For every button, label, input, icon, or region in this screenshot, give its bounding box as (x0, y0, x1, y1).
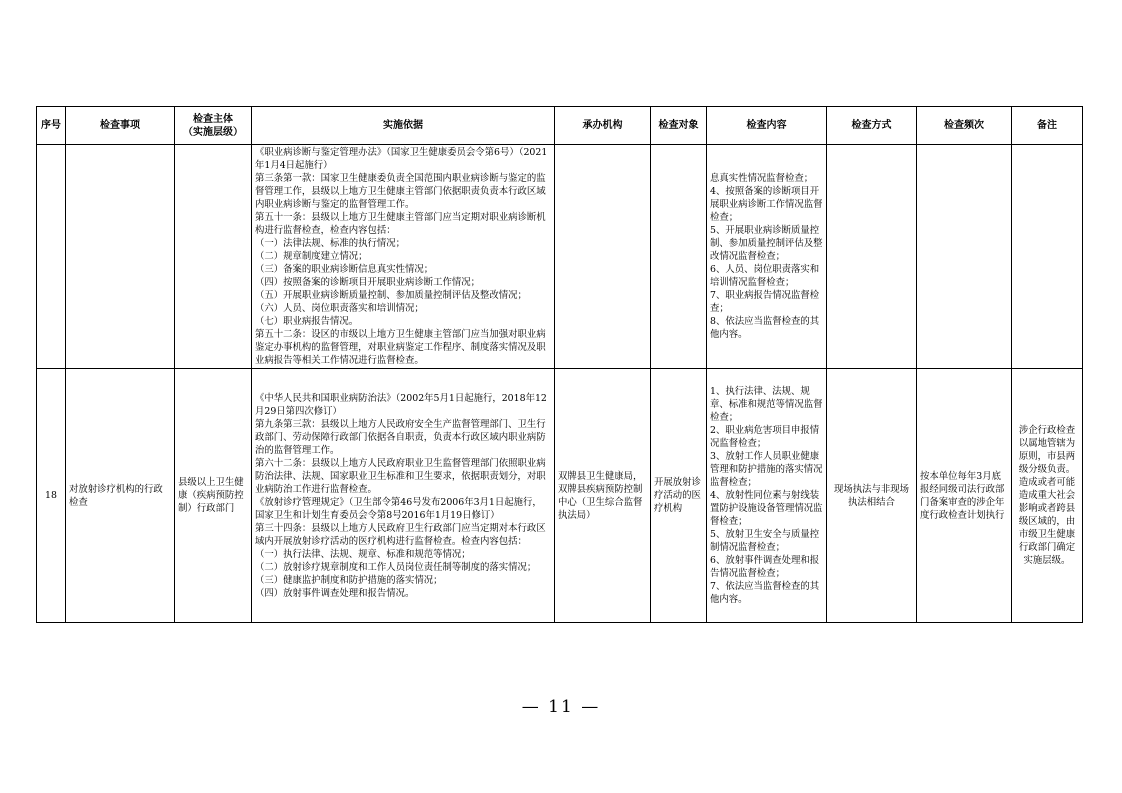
content-line: 1、执行法律、法规、规章、标准和规范等情况监督检查； (710, 386, 823, 423)
page-number: — 11 — (521, 697, 601, 717)
content-line: 3、放射工作人员职业健康管理和防护措施的落实情况监督检查； (710, 451, 823, 488)
cell-content (707, 369, 827, 623)
cell-subject: 县级以上卫生健康（疾病预防控制）行政部门 (175, 369, 252, 623)
basis-line: （三）备案的职业病诊断信息真实性情况； (255, 264, 434, 275)
cell-method (827, 145, 917, 369)
header-row (37, 107, 1083, 145)
basis-line: （四）放射事件调查处理和报告情况。 (255, 587, 415, 599)
basis-line: 《放射诊疗管理规定》（卫生部令第46号发布2006年3月1日起施行，国家卫生和计划生育委员会令第8号2016年1月19日修订） (255, 496, 542, 521)
header-subject (175, 107, 252, 145)
header-item: 检查事项 (66, 107, 175, 145)
header-subject-line2: （实施层级） (183, 126, 243, 138)
inspection-table (36, 106, 1083, 623)
table-row-continued (37, 145, 1083, 369)
basis-line: （七）职业病报告情况。 (255, 316, 359, 327)
basis-line: （一）法律法规、标准的执行情况； (255, 238, 406, 249)
header-target: 检查对象 (651, 107, 707, 145)
basis-line: （三）健康监护制度和防护措施的落实情况； (255, 574, 443, 586)
content-line: 6、放射事件调查处理和报告情况监督检查； (710, 555, 820, 579)
basis-line: （四）按照备案的诊断项目开展职业病诊断工作情况； (255, 277, 481, 288)
basis-line: 第三条第一款：国家卫生健康委负责全国范围内职业病诊断与鉴定的监督管理工作，县级以上地方卫生健康主管部门依据职责负责本行政区域内职业病诊断与鉴定的监督管理工作。 (255, 173, 546, 210)
header-content: 检查内容 (707, 107, 827, 145)
cell-seq (37, 145, 66, 369)
header-frequency: 检查频次 (917, 107, 1012, 145)
cell-remarks (1012, 145, 1083, 369)
basis-line: 第五十一条：县级以上地方卫生健康主管部门应当定期对职业病诊断机构进行监督检查，检查内容包括： (255, 212, 546, 236)
basis-line: 《中华人民共和国职业病防治法》（2002年5月1日起施行，2018年12月29日第四次修订） (255, 392, 547, 417)
cell-basis (252, 145, 555, 369)
content-line: 4、按照备案的诊断项目开展职业病诊断工作情况监督检查； (710, 186, 823, 223)
cell-target: 开展放射诊疗活动的医疗机构 (651, 369, 707, 623)
cell-content (707, 145, 827, 369)
cell-item: 对放射诊疗机构的行政检查 (66, 369, 175, 623)
header-remarks: 备注 (1012, 107, 1083, 145)
cell-target (651, 145, 707, 369)
basis-line: 第三十四条：县级以上地方人民政府卫生行政部门应当定期对本行政区域内开展放射诊疗活动的医疗机构进行监督检查。检查内容包括： (255, 522, 546, 547)
header-agency: 承办机构 (555, 107, 651, 145)
cell-agency (555, 145, 651, 369)
cell-item (66, 145, 175, 369)
cell-basis (252, 369, 555, 623)
content-line: 6、人员、岗位职责落实和培训情况监督检查； (710, 264, 820, 288)
cell-subject (175, 145, 252, 369)
content-line: 7、职业病报告情况监督检查； (710, 290, 820, 314)
cell-frequency: 按本单位每年3月底报经同级司法行政部门备案审查的涉企年度行政检查计划执行 (917, 369, 1012, 623)
basis-line: 第九条第三款：县级以上地方人民政府安全生产监督管理部门、卫生行政部门、劳动保障行政部门依据各自职责，负责本行政区域内职业病防治的监督管理工作。 (255, 418, 546, 456)
basis-line: （一）执行法律、法规、规章、标准和规范等情况； (255, 548, 471, 560)
content-line: 息真实性情况监督检查； (710, 173, 814, 184)
content-line: 7、依法应当监督检查的其他内容。 (710, 581, 820, 605)
header-method: 检查方式 (827, 107, 917, 145)
basis-line: （五）开展职业病诊断质量控制、参加质量控制评估及整改情况； (255, 290, 527, 301)
basis-line: 第五十二条：设区的市级以上地方卫生健康主管部门应当加强对职业病鉴定办事机构的监督管理，对职业病鉴定工作程序、制度落实情况及职业病报告等相关工作情况进行监督检查。 (255, 329, 546, 366)
basis-line: 第六十二条：县级以上地方人民政府职业卫生监督管理部门依照职业病防治法律、法规、国家职业卫生标准和卫生要求，依据职责划分，对职业病防治工作进行监督检查。 (255, 457, 546, 495)
header-seq: 序号 (37, 107, 66, 145)
basis-line: （六）人员、岗位职责落实和培训情况； (255, 303, 424, 314)
table-row-18 (37, 369, 1083, 623)
header-basis: 实施依据 (252, 107, 555, 145)
content-line: 4、放射性同位素与射线装置防护设施设备管理情况监督检查； (710, 490, 823, 527)
content-line: 5、开展职业病诊断质量控制、参加质量控制评估及整改情况监督检查； (710, 225, 823, 262)
basis-line: （二）放射诊疗规章制度和工作人员岗位责任制等制度的落实情况； (255, 561, 537, 573)
basis-line: （二）规章制度建立情况； (255, 251, 368, 262)
cell-agency: 双牌县卫生健康局，双牌县疾病预防控制中心（卫生综合监督执法局） (555, 369, 651, 623)
header-subject-line1: 检查主体 (193, 113, 233, 125)
cell-remarks: 涉企行政检查以属地管辖为原则，市县两级分级负责。造成或者可能造成重大社会影响或者跨县级区域的，由市级卫生健康行政部门确定实施层级。 (1012, 369, 1083, 623)
content-line: 5、放射卫生安全与质量控制情况监督检查； (710, 529, 820, 553)
cell-method: 现场执法与非现场执法相结合 (827, 369, 917, 623)
cell-frequency (917, 145, 1012, 369)
content-line: 8、依法应当监督检查的其他内容。 (710, 316, 820, 340)
content-line: 2、职业病危害项目申报情况监督检查； (710, 425, 820, 449)
cell-seq: 18 (37, 369, 66, 623)
basis-line: 《职业病诊断与鉴定管理办法》（国家卫生健康委员会令第6号）（2021年1月4日起施行） (255, 147, 548, 171)
